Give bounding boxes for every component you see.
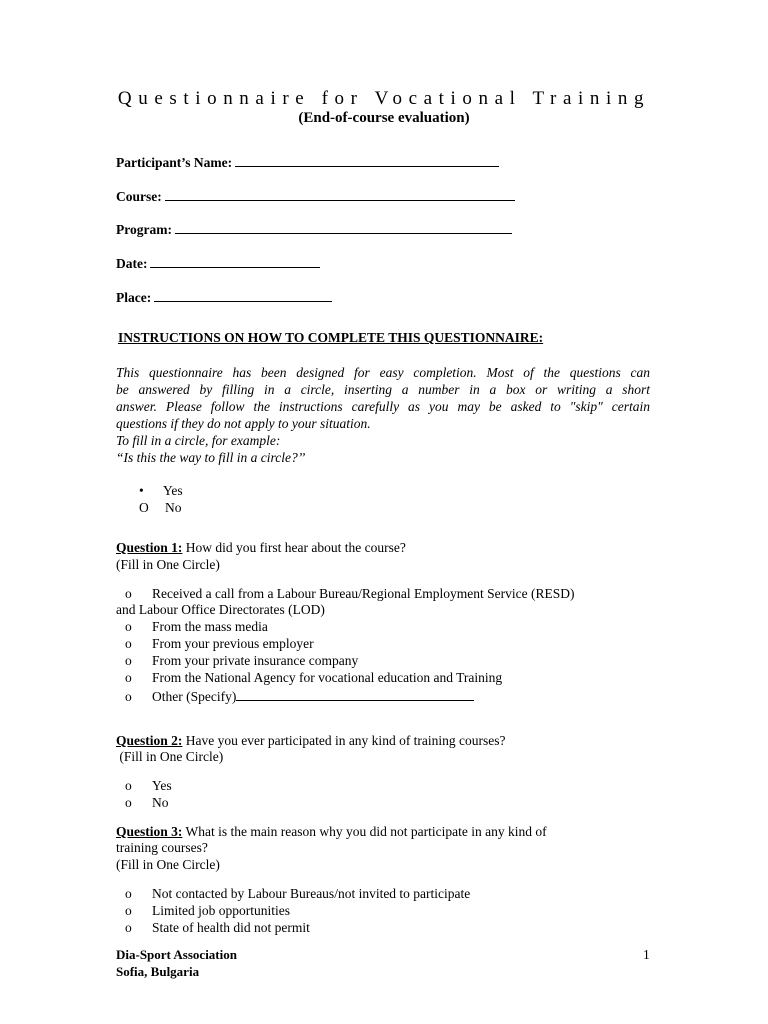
place-field[interactable] [116, 287, 332, 306]
instructions-line: “Is this the way to fill in a circle?’’ [116, 450, 306, 465]
question-3-hint: (Fill in One Circle) [116, 857, 220, 872]
example-option-yes [139, 483, 183, 499]
q3-option[interactable] [125, 920, 310, 936]
q2-option[interactable] [125, 778, 172, 794]
question-1-hint: (Fill in One Circle) [116, 557, 220, 572]
course-label: Course: [116, 189, 162, 204]
filled-circle-icon: • [139, 483, 144, 498]
q1-option[interactable] [125, 670, 502, 686]
footer-city: Sofia, Bulgaria [116, 964, 200, 979]
q3-option[interactable] [125, 886, 470, 902]
instructions-heading: INSTRUCTIONS ON HOW TO COMPLETE THIS QUESTIONNAIRE: [118, 330, 544, 345]
instructions-line: be answered by filling in a circle, inserting a number in a box or writing a short [116, 382, 650, 397]
question-2-label: Question 2: [116, 733, 183, 748]
q1-option[interactable] [125, 687, 474, 705]
participant-name-line[interactable] [235, 152, 499, 167]
question-3-text: What is the main reason why you did not participate in any kind of [182, 824, 547, 839]
date-line[interactable] [150, 253, 320, 268]
q1-option-continuation: and Labour Office Directorates (LOD) [116, 602, 325, 617]
radio-circle-icon[interactable]: o [125, 795, 132, 810]
q1-option-label: From the mass media [152, 619, 268, 634]
q2-option-label: No [152, 795, 169, 810]
place-line[interactable] [154, 287, 332, 302]
instructions-line: answer. Please follow the instructions carefully as you may be asked to "skip" certain [116, 399, 650, 414]
question-2-text: Have you ever participated in any kind of training courses? [182, 733, 506, 748]
q1-option[interactable] [125, 586, 575, 602]
specify-line[interactable] [236, 687, 474, 701]
example-yes-label: Yes [163, 483, 183, 498]
question-1-label: Question 1: [116, 540, 183, 555]
q1-option-label: From your previous employer [152, 636, 314, 651]
radio-circle-icon[interactable]: o [125, 670, 132, 685]
page-title: Questionnaire for Vocational Training [117, 88, 651, 109]
q1-option-label: Other (Specify) [152, 689, 237, 704]
q1-option-label: From your private insurance company [152, 653, 359, 668]
radio-circle-icon[interactable]: o [125, 586, 132, 601]
radio-circle-icon[interactable]: o [125, 886, 132, 901]
radio-circle-icon[interactable]: o [125, 778, 132, 793]
page-number: 1 [643, 947, 650, 962]
question-2 [116, 733, 506, 749]
example-option-no [139, 500, 182, 516]
q1-option[interactable] [125, 653, 358, 669]
q3-option-label: State of health did not permit [152, 920, 310, 935]
course-line[interactable] [165, 186, 515, 201]
q3-option-label: Not contacted by Labour Bureaus/not invited to participate [152, 886, 471, 901]
question-1-text: How did you first hear about the course? [182, 540, 406, 555]
participant-name-label: Participant’s Name: [116, 155, 233, 170]
course-field[interactable] [116, 186, 515, 205]
question-3-text-continuation: training courses? [116, 840, 208, 855]
radio-circle-icon[interactable]: o [125, 636, 132, 651]
radio-circle-icon[interactable]: o [125, 689, 132, 704]
date-field[interactable] [116, 253, 320, 272]
radio-circle-icon[interactable]: o [125, 920, 132, 935]
participant-name-field[interactable] [116, 152, 499, 171]
question-1 [116, 540, 406, 556]
question-3 [116, 824, 547, 840]
q2-option[interactable] [125, 795, 169, 811]
empty-circle-icon: O [139, 500, 149, 515]
q1-option[interactable] [125, 636, 314, 652]
q3-option-label: Limited job opportunities [152, 903, 290, 918]
program-line[interactable] [175, 219, 512, 234]
instructions-line: To fill in a circle, for example: [116, 433, 281, 448]
instructions-line: questions if they do not apply to your situation. [116, 416, 371, 431]
program-field[interactable] [116, 219, 512, 238]
instructions-line: This questionnaire has been designed for easy completion. Most of the questions can [116, 365, 650, 380]
example-no-label: No [165, 500, 182, 515]
question-3-label: Question 3: [116, 824, 183, 839]
radio-circle-icon[interactable]: o [125, 653, 132, 668]
q1-option-label: Received a call from a Labour Bureau/Regional Employment Service (RESD) [152, 586, 575, 601]
footer-organization: Dia-Sport Association [116, 947, 237, 962]
q1-option[interactable] [125, 619, 268, 635]
page-subtitle: (End-of-course evaluation) [298, 110, 470, 126]
date-label: Date: [116, 256, 148, 271]
radio-circle-icon[interactable]: o [125, 619, 132, 634]
program-label: Program: [116, 222, 172, 237]
question-2-hint: (Fill in One Circle) [116, 749, 224, 764]
q2-option-label: Yes [152, 778, 172, 793]
radio-circle-icon[interactable]: o [125, 903, 132, 918]
place-label: Place: [116, 290, 152, 305]
q1-option-label: From the National Agency for vocational education and Training [152, 670, 503, 685]
q3-option[interactable] [125, 903, 290, 919]
